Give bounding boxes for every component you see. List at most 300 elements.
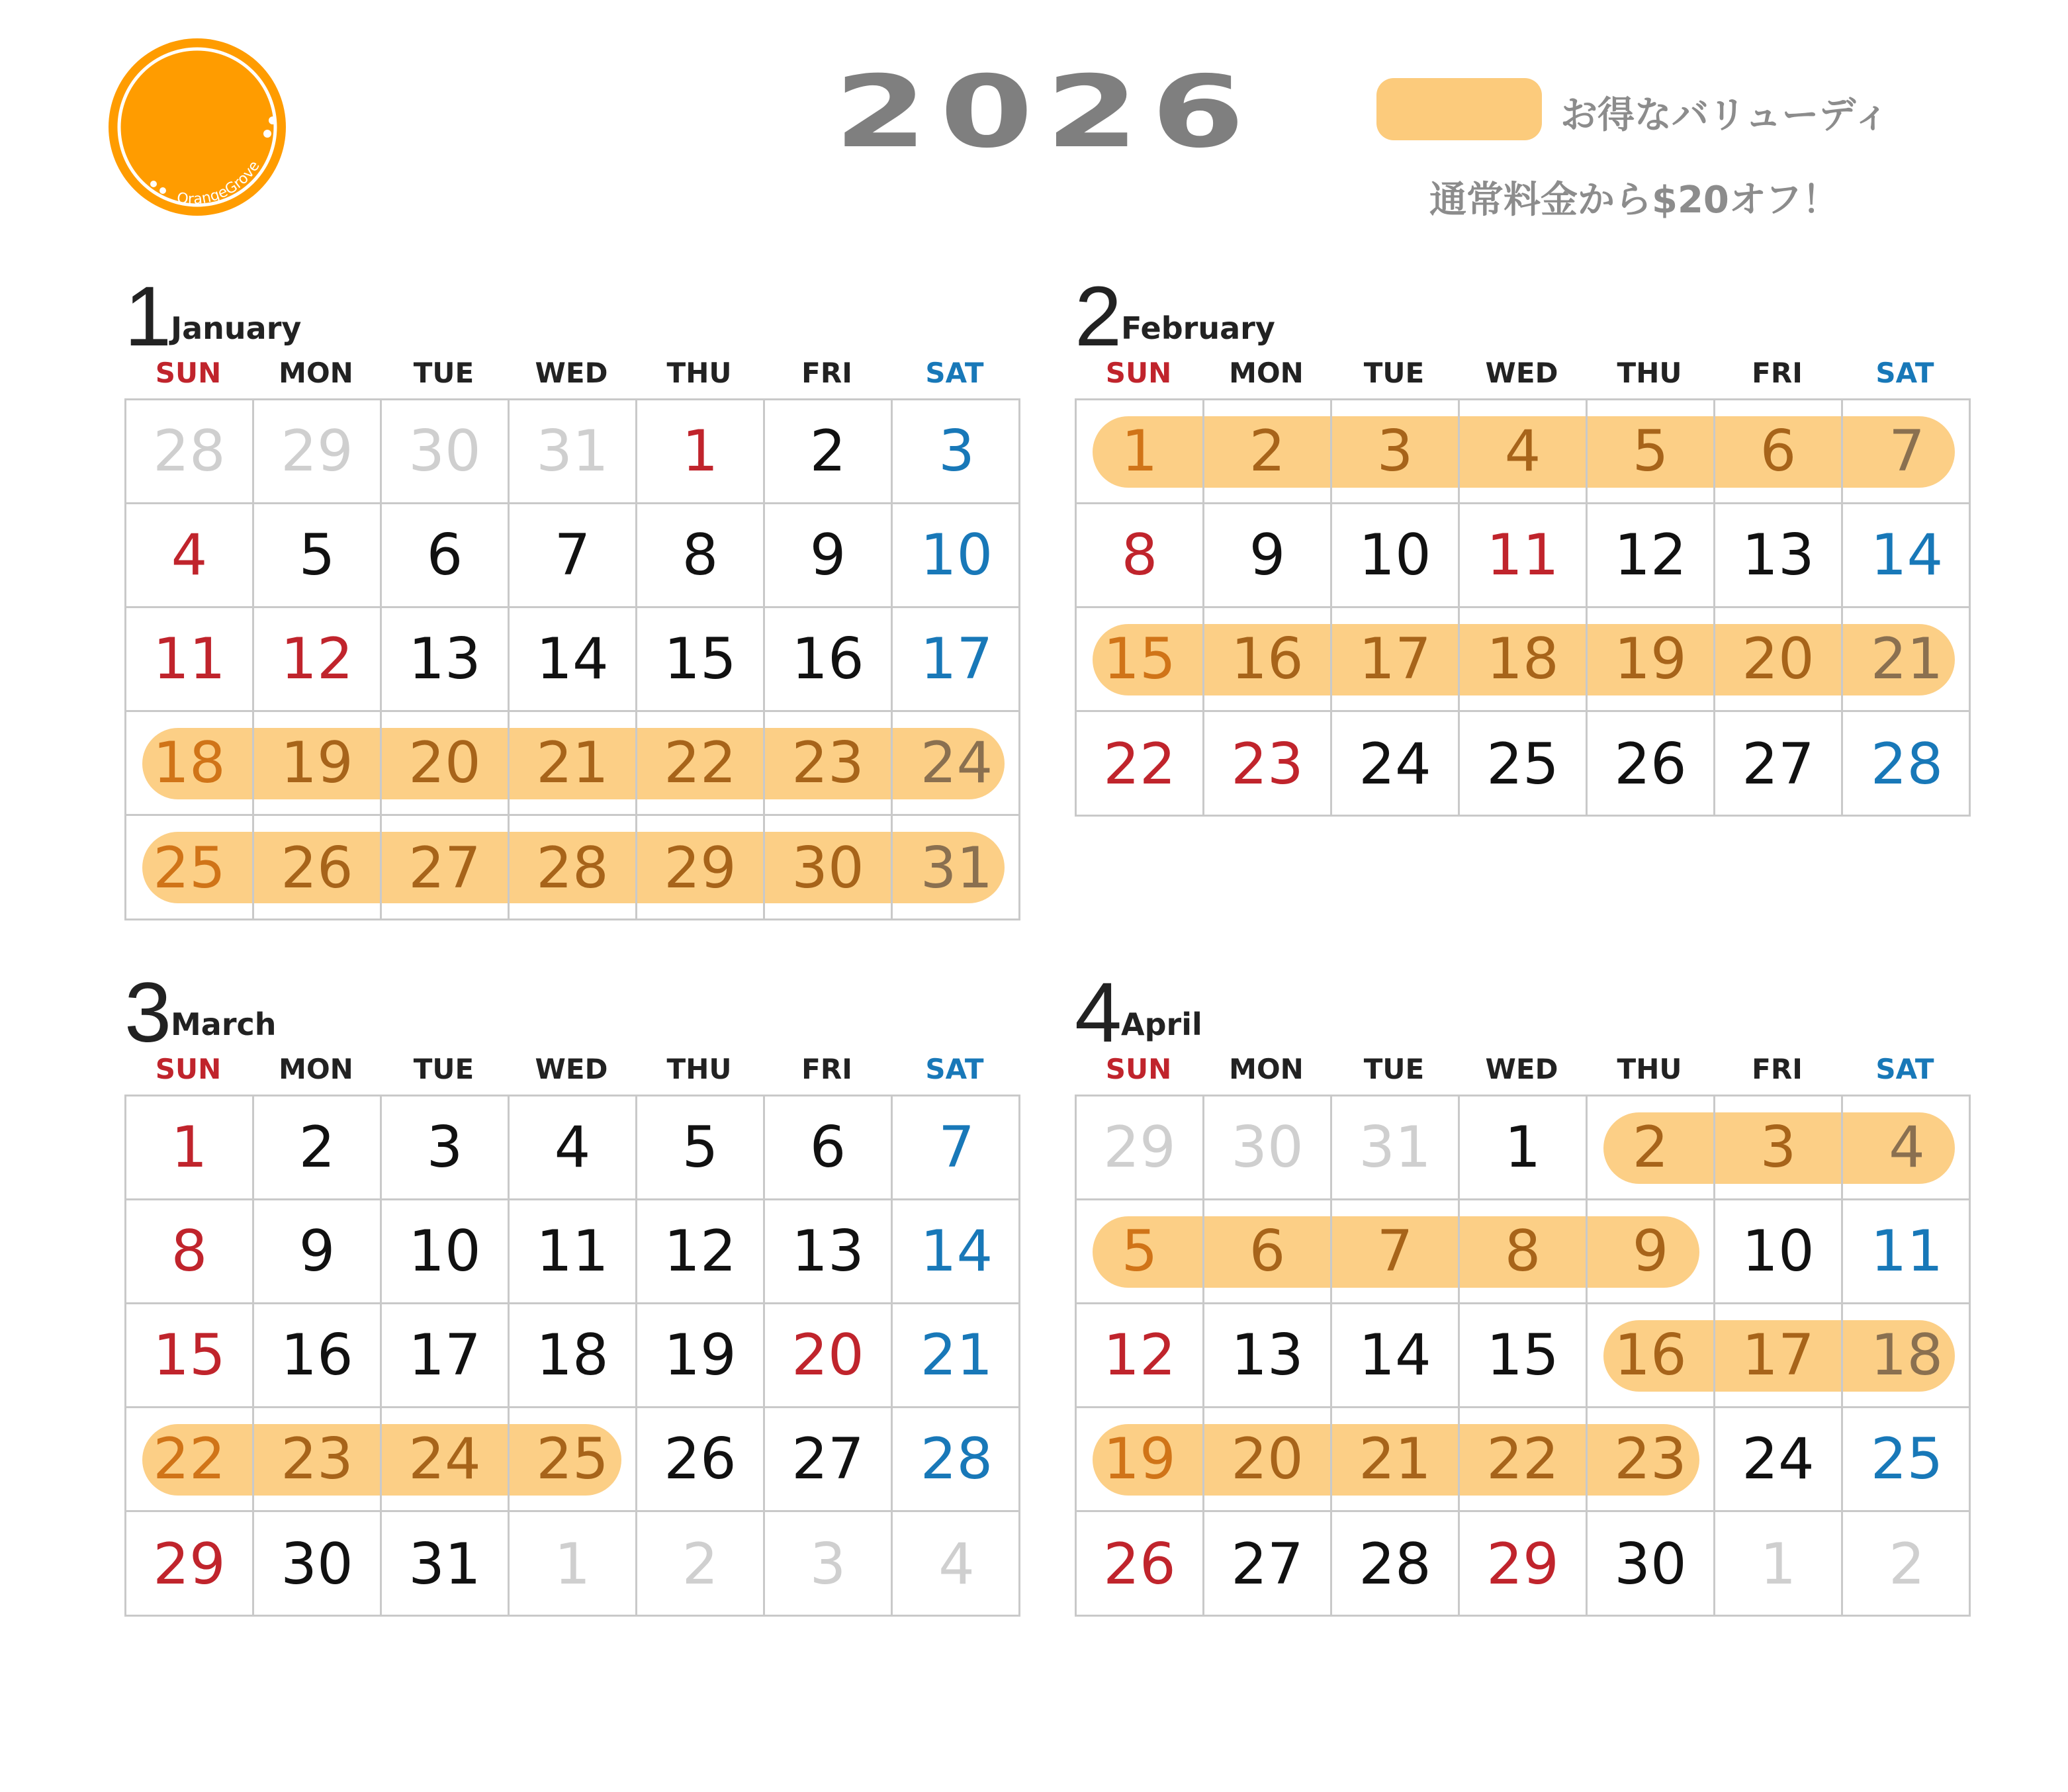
- day-number: 6: [426, 522, 463, 588]
- day-number: 11: [1486, 522, 1559, 588]
- day-cell: [126, 1304, 254, 1408]
- weekday-tue: TUE: [1363, 357, 1425, 389]
- day-number: 18: [536, 1322, 609, 1388]
- month-name: January: [171, 310, 302, 346]
- weekday-sun: SUN: [1105, 357, 1172, 389]
- day-number: 16: [281, 1322, 353, 1388]
- month-grid: [124, 398, 1020, 920]
- day-number: 6: [1760, 418, 1797, 484]
- day-number: 1: [682, 418, 719, 484]
- day-number: 4: [1889, 1114, 1925, 1181]
- day-cell: [893, 1097, 1020, 1200]
- day-number: 18: [1870, 1322, 1944, 1388]
- day-cell: [254, 1304, 382, 1408]
- day-number: 2: [682, 1531, 719, 1597]
- day-cell: [382, 1512, 510, 1616]
- day-cell: [1204, 400, 1332, 504]
- day-number: 14: [536, 626, 609, 692]
- day-cell: [510, 1304, 637, 1408]
- weekday-thu: THU: [1617, 1053, 1682, 1085]
- day-cell: [1460, 1200, 1588, 1304]
- month-header: [1075, 963, 1972, 1063]
- weekday-header-row: [1075, 353, 1972, 393]
- day-cell: [1077, 1512, 1204, 1616]
- day-cell: [637, 712, 765, 816]
- month-number: 4: [1075, 965, 1122, 1060]
- month-grid: [1075, 1095, 1971, 1617]
- day-number: 21: [1359, 1426, 1431, 1492]
- day-cell: [1843, 1512, 1971, 1616]
- day-cell: [382, 712, 510, 816]
- day-cell: [254, 1097, 382, 1200]
- day-number: 19: [1103, 1426, 1176, 1492]
- day-cell: [637, 1097, 765, 1200]
- day-number: 11: [153, 626, 226, 692]
- day-number: 5: [682, 1114, 719, 1181]
- day-cell: [382, 1408, 510, 1512]
- day-cell: [637, 1512, 765, 1616]
- day-number: 1: [1121, 418, 1158, 484]
- day-number: 13: [1231, 1322, 1304, 1388]
- day-cell: [1715, 1097, 1843, 1200]
- day-number: 30: [408, 418, 481, 484]
- day-number: 24: [920, 730, 993, 796]
- weekday-sun: SUN: [155, 357, 222, 389]
- day-number: 29: [1103, 1114, 1176, 1181]
- day-number: 19: [1614, 626, 1687, 692]
- day-cell: [254, 400, 382, 504]
- day-number: 14: [1359, 1322, 1431, 1388]
- day-cell: [1077, 400, 1204, 504]
- day-number: 4: [171, 522, 208, 588]
- day-cell: [510, 1097, 637, 1200]
- month-name: February: [1121, 310, 1275, 346]
- day-cell: [1204, 1097, 1332, 1200]
- day-number: 25: [1870, 1426, 1944, 1492]
- day-cell: [893, 712, 1020, 816]
- day-number: 26: [1614, 731, 1687, 797]
- day-number: 23: [791, 730, 864, 796]
- day-cell: [126, 608, 254, 712]
- day-number: 31: [1359, 1114, 1431, 1181]
- weekday-sat: SAT: [1875, 1053, 1934, 1085]
- weekday-mon: MON: [1229, 1053, 1304, 1085]
- day-number: 21: [536, 730, 609, 796]
- day-cell: [254, 1408, 382, 1512]
- day-cell: [1332, 608, 1460, 712]
- day-number: 26: [1103, 1531, 1176, 1597]
- day-number: 3: [426, 1114, 463, 1181]
- weekday-sat: SAT: [925, 1053, 984, 1085]
- weekday-wed: WED: [1485, 357, 1558, 389]
- day-cell: [765, 712, 893, 816]
- day-cell: [1715, 1512, 1843, 1616]
- day-number: 2: [298, 1114, 336, 1181]
- day-cell: [1843, 1304, 1971, 1408]
- weekday-header-row: [1075, 1050, 1972, 1089]
- day-number: 12: [281, 626, 353, 692]
- day-number: 25: [1486, 731, 1559, 797]
- month-name: March: [171, 1007, 277, 1042]
- day-number: 12: [1614, 522, 1687, 588]
- day-cell: [510, 1200, 637, 1304]
- day-cell: [1077, 1304, 1204, 1408]
- day-number: 17: [1742, 1322, 1815, 1388]
- day-cell: [1460, 712, 1588, 816]
- day-cell: [893, 816, 1020, 920]
- day-cell: [510, 504, 637, 608]
- day-number: 29: [1486, 1531, 1559, 1597]
- day-number: 29: [153, 1531, 226, 1597]
- day-number: 11: [1870, 1218, 1944, 1284]
- day-number: 30: [1231, 1114, 1304, 1181]
- day-cell: [126, 816, 254, 920]
- day-number: 28: [536, 834, 609, 901]
- month-april: [1075, 963, 1972, 1625]
- day-cell: [765, 400, 893, 504]
- value-day-label: お得なバリューディ: [1560, 94, 1890, 137]
- weekday-mon: MON: [279, 1053, 353, 1085]
- weekday-thu: THU: [666, 357, 732, 389]
- day-number: 5: [1632, 418, 1669, 484]
- day-cell: [1204, 1512, 1332, 1616]
- weekday-mon: MON: [279, 357, 353, 389]
- day-number: 2: [1249, 418, 1286, 484]
- day-number: 17: [1359, 626, 1431, 692]
- day-number: 18: [1486, 626, 1559, 692]
- day-number: 31: [536, 418, 609, 484]
- day-number: 28: [920, 1426, 993, 1492]
- day-number: 16: [1614, 1322, 1687, 1388]
- day-cell: [893, 1512, 1020, 1616]
- day-cell: [254, 712, 382, 816]
- day-number: 8: [682, 522, 719, 588]
- day-cell: [1460, 1097, 1588, 1200]
- weekday-thu: THU: [1617, 357, 1682, 389]
- month-march: [124, 963, 1022, 1625]
- day-cell: [1077, 1097, 1204, 1200]
- day-number: 28: [153, 418, 226, 484]
- day-cell: [1204, 712, 1332, 816]
- day-number: 22: [664, 730, 737, 796]
- day-number: 4: [1504, 418, 1541, 484]
- day-cell: [382, 1304, 510, 1408]
- weekday-sun: SUN: [1105, 1053, 1172, 1085]
- year-title: 2026: [834, 55, 1257, 170]
- weekday-tue: TUE: [413, 1053, 474, 1085]
- day-cell: [1588, 1512, 1715, 1616]
- day-cell: [1204, 1200, 1332, 1304]
- day-cell: [1332, 1512, 1460, 1616]
- day-cell: [382, 504, 510, 608]
- day-number: 20: [1742, 626, 1815, 692]
- day-number: 1: [171, 1114, 208, 1181]
- day-cell: [1588, 1408, 1715, 1512]
- day-number: 13: [1742, 522, 1815, 588]
- day-cell: [765, 608, 893, 712]
- day-cell: [1077, 712, 1204, 816]
- day-number: 9: [1632, 1218, 1669, 1284]
- day-number: 28: [1870, 731, 1944, 797]
- day-number: 31: [920, 834, 993, 901]
- day-cell: [1715, 400, 1843, 504]
- day-number: 7: [554, 522, 591, 588]
- day-number: 9: [809, 522, 846, 588]
- day-number: 2: [1632, 1114, 1669, 1181]
- day-number: 15: [153, 1322, 226, 1388]
- weekday-fri: FRI: [1752, 357, 1803, 389]
- day-number: 26: [664, 1426, 737, 1492]
- day-cell: [893, 1304, 1020, 1408]
- weekday-fri: FRI: [801, 357, 852, 389]
- day-cell: [510, 608, 637, 712]
- day-number: 12: [1103, 1322, 1176, 1388]
- day-cell: [510, 816, 637, 920]
- day-cell: [765, 1200, 893, 1304]
- day-number: 29: [664, 834, 737, 901]
- day-cell: [637, 816, 765, 920]
- day-cell: [126, 712, 254, 816]
- day-number: 30: [791, 834, 864, 901]
- weekday-sun: SUN: [155, 1053, 222, 1085]
- day-cell: [765, 504, 893, 608]
- day-number: 25: [536, 1426, 609, 1492]
- day-number: 9: [298, 1218, 336, 1284]
- weekday-fri: FRI: [1752, 1053, 1803, 1085]
- day-number: 17: [408, 1322, 481, 1388]
- day-number: 18: [153, 730, 226, 796]
- month-number: 1: [124, 269, 172, 364]
- day-number: 4: [938, 1531, 975, 1597]
- day-cell: [1715, 608, 1843, 712]
- day-number: 10: [1742, 1218, 1815, 1284]
- day-cell: [1460, 1408, 1588, 1512]
- day-cell: [1460, 400, 1588, 504]
- day-cell: [1204, 504, 1332, 608]
- month-header: [124, 963, 1022, 1063]
- day-cell: [765, 1512, 893, 1616]
- day-number: 27: [1231, 1531, 1304, 1597]
- day-number: 3: [1760, 1114, 1797, 1181]
- day-cell: [765, 1408, 893, 1512]
- day-number: 15: [1103, 626, 1176, 692]
- day-number: 10: [920, 522, 993, 588]
- day-number: 14: [1870, 522, 1944, 588]
- day-cell: [893, 504, 1020, 608]
- day-number: 20: [791, 1322, 864, 1388]
- day-number: 13: [408, 626, 481, 692]
- day-cell: [254, 1200, 382, 1304]
- month-grid: [124, 1095, 1020, 1617]
- day-cell: [1332, 1408, 1460, 1512]
- day-number: 23: [281, 1426, 353, 1492]
- day-number: 15: [1486, 1322, 1559, 1388]
- day-number: 29: [281, 418, 353, 484]
- month-number: 3: [124, 965, 172, 1060]
- weekday-sat: SAT: [1875, 357, 1934, 389]
- month-january: [124, 267, 1022, 929]
- day-number: 1: [1760, 1531, 1797, 1597]
- day-cell: [126, 400, 254, 504]
- day-number: 13: [791, 1218, 864, 1284]
- weekday-wed: WED: [535, 357, 608, 389]
- orange-grove-logo: [106, 36, 289, 218]
- day-cell: [1588, 1304, 1715, 1408]
- day-number: 4: [554, 1114, 591, 1181]
- day-cell: [893, 608, 1020, 712]
- day-number: 6: [1249, 1218, 1286, 1284]
- day-number: 21: [1870, 626, 1944, 692]
- day-number: 24: [1359, 731, 1431, 797]
- day-cell: [1332, 712, 1460, 816]
- day-cell: [1843, 1408, 1971, 1512]
- day-cell: [637, 608, 765, 712]
- day-number: 5: [298, 522, 336, 588]
- day-cell: [765, 1304, 893, 1408]
- day-cell: [1588, 608, 1715, 712]
- day-cell: [1460, 1512, 1588, 1616]
- day-number: 14: [920, 1218, 993, 1284]
- day-cell: [1332, 1097, 1460, 1200]
- day-number: 12: [664, 1218, 737, 1284]
- day-number: 22: [1486, 1426, 1559, 1492]
- weekday-tue: TUE: [1363, 1053, 1425, 1085]
- day-cell: [765, 1097, 893, 1200]
- day-cell: [382, 816, 510, 920]
- day-number: 7: [1889, 418, 1925, 484]
- day-cell: [254, 608, 382, 712]
- day-number: 16: [1231, 626, 1304, 692]
- day-number: 27: [408, 834, 481, 901]
- day-cell: [1460, 1304, 1588, 1408]
- month-number: 2: [1075, 269, 1122, 364]
- day-cell: [765, 816, 893, 920]
- day-cell: [1715, 504, 1843, 608]
- day-number: 19: [664, 1322, 737, 1388]
- month-header: [1075, 267, 1972, 367]
- day-cell: [1588, 1200, 1715, 1304]
- day-cell: [1332, 1200, 1460, 1304]
- month-name: April: [1121, 1007, 1202, 1042]
- day-cell: [1843, 608, 1971, 712]
- day-cell: [1715, 1200, 1843, 1304]
- day-number: 9: [1249, 522, 1286, 588]
- day-cell: [1843, 504, 1971, 608]
- day-number: 2: [1889, 1531, 1925, 1597]
- day-cell: [254, 816, 382, 920]
- day-cell: [637, 1408, 765, 1512]
- day-number: 3: [938, 418, 975, 484]
- month-february: [1075, 267, 1972, 929]
- day-number: 23: [1614, 1426, 1687, 1492]
- day-number: 30: [1614, 1531, 1687, 1597]
- day-number: 3: [1376, 418, 1414, 484]
- day-cell: [1588, 400, 1715, 504]
- day-number: 8: [1121, 522, 1158, 588]
- weekday-sat: SAT: [925, 357, 984, 389]
- day-number: 30: [281, 1531, 353, 1597]
- day-number: 26: [281, 834, 353, 901]
- day-cell: [1332, 400, 1460, 504]
- day-cell: [1460, 608, 1588, 712]
- day-cell: [1843, 712, 1971, 816]
- day-cell: [1332, 1304, 1460, 1408]
- day-cell: [254, 1512, 382, 1616]
- day-number: 24: [408, 1426, 481, 1492]
- day-number: 22: [1103, 731, 1176, 797]
- day-cell: [510, 1408, 637, 1512]
- day-cell: [1588, 1097, 1715, 1200]
- day-number: 22: [153, 1426, 226, 1492]
- day-cell: [126, 1200, 254, 1304]
- day-number: 6: [809, 1114, 846, 1181]
- day-number: 2: [809, 418, 846, 484]
- day-cell: [637, 504, 765, 608]
- day-number: 5: [1121, 1218, 1158, 1284]
- weekday-fri: FRI: [801, 1053, 852, 1085]
- day-number: 1: [1504, 1114, 1541, 1181]
- day-cell: [637, 400, 765, 504]
- day-cell: [1077, 1408, 1204, 1512]
- weekday-header-row: [124, 1050, 1022, 1089]
- value-day-discount-note: 通常料金から$20オフ！: [1429, 179, 1840, 222]
- day-cell: [637, 1200, 765, 1304]
- day-cell: [126, 1097, 254, 1200]
- day-number: 24: [1742, 1426, 1815, 1492]
- day-number: 7: [1376, 1218, 1414, 1284]
- day-cell: [382, 1200, 510, 1304]
- day-number: 10: [408, 1218, 481, 1284]
- month-header: [124, 267, 1022, 367]
- day-number: 19: [281, 730, 353, 796]
- day-cell: [126, 504, 254, 608]
- day-number: 31: [408, 1531, 481, 1597]
- day-number: 27: [1742, 731, 1815, 797]
- day-number: 1: [554, 1531, 591, 1597]
- day-cell: [254, 504, 382, 608]
- day-cell: [126, 1408, 254, 1512]
- day-number: 16: [791, 626, 864, 692]
- weekday-mon: MON: [1229, 357, 1304, 389]
- weekday-wed: WED: [535, 1053, 608, 1085]
- value-day-swatch: [1376, 78, 1542, 140]
- day-cell: [1588, 504, 1715, 608]
- day-number: 8: [1504, 1218, 1541, 1284]
- day-cell: [1715, 712, 1843, 816]
- day-cell: [510, 712, 637, 816]
- day-cell: [1204, 1304, 1332, 1408]
- month-grid: [1075, 398, 1971, 817]
- day-number: 23: [1231, 731, 1304, 797]
- day-number: 20: [408, 730, 481, 796]
- day-cell: [510, 1512, 637, 1616]
- day-cell: [1843, 400, 1971, 504]
- day-cell: [893, 400, 1020, 504]
- day-cell: [1332, 504, 1460, 608]
- day-cell: [1077, 608, 1204, 712]
- day-cell: [1204, 1408, 1332, 1512]
- day-number: 25: [153, 834, 226, 901]
- day-number: 15: [664, 626, 737, 692]
- day-cell: [1460, 504, 1588, 608]
- day-number: 8: [171, 1218, 208, 1284]
- day-cell: [637, 1304, 765, 1408]
- day-cell: [1204, 608, 1332, 712]
- day-number: 11: [536, 1218, 609, 1284]
- weekday-header-row: [124, 353, 1022, 393]
- day-cell: [1843, 1097, 1971, 1200]
- day-cell: [1843, 1200, 1971, 1304]
